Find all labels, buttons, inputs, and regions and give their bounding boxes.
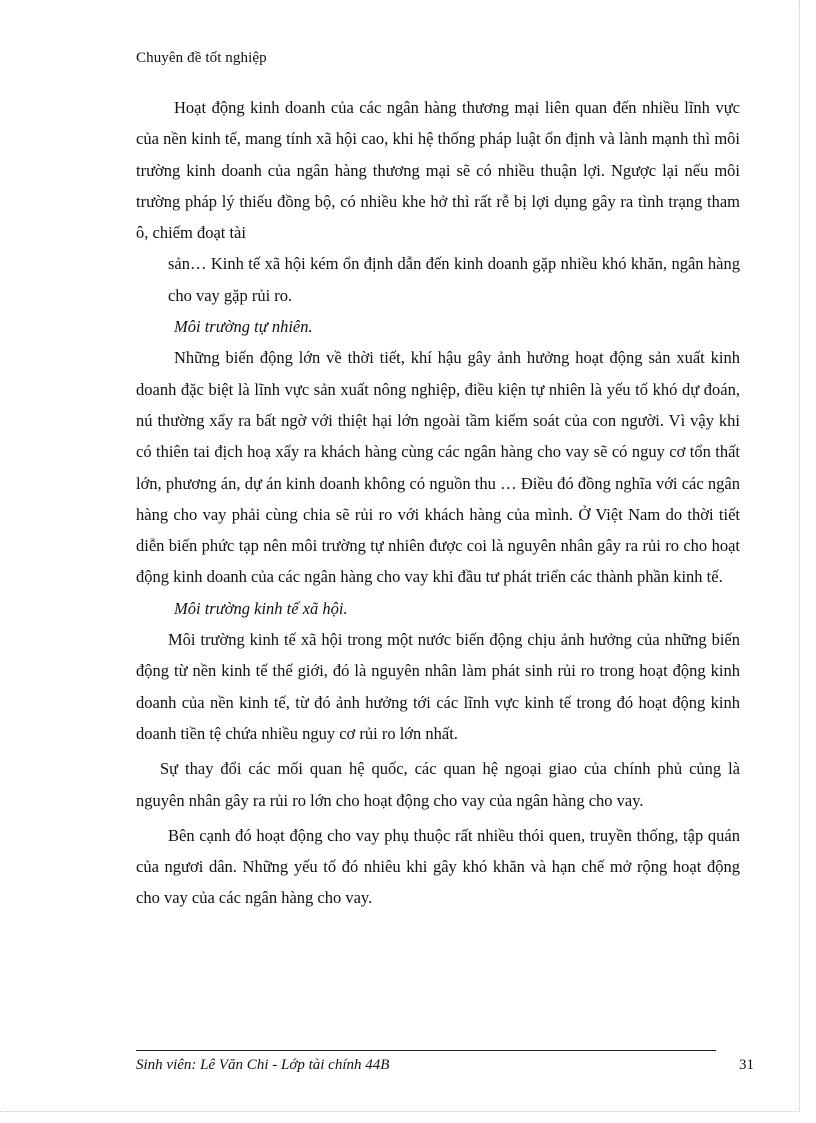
footer-divider [136,1050,716,1051]
footer-student-info: Sinh viên: Lê Văn Chi - Lớp tài chính 44B [136,1057,390,1073]
paragraph-legal-continuation: sản… Kinh tế xã hội kém ổn định dẫn đến kinh doanh gặp nhiều khó khăn, ngân hàng cho vay gặp rủi ro. [168,254,740,305]
document-body [136,92,740,914]
paragraph-customs-habits: Bên cạnh đó hoạt động cho vay phụ thuộc rất nhiều thói quen, truyền thống, tập quán của ngươi dân. Những yếu tố đó nhiêu khi gây khó khăn và hạn chế mở rộng hoạt động cho vay của các ngân hàng cho vay. [136,825,740,908]
paragraph-natural-environment: Những biến động lớn về thời tiết, khí hậu gây ảnh hưởng hoạt động sản xuất kinh doanh đặc biệt là lĩnh vực sản xuất nông nghiệp, điều kiện tự nhiên là yếu tố khó dự đoán, nú thường xẩy ra bất ngờ với thiệt hại lớn ngoài tầm kiểm soát của con người. Vì vậy khi có thiên tai địch hoạ xẩy ra khách hàng cùng các ngân hàng cho vay sẽ có nguy cơ tổn thất lớn, phương án, dự án kinh doanh không có nguồn thu … Điều đó đồng nghĩa với các ngân hàng cho vay phải cùng chia sẽ rủi ro với khách hàng của mình. Ở Việt Nam do thời tiết diễn biến phức tạp nên môi trường tự nhiên được coi là nguyên nhân gây ra rủi ro cho hoạt động kinh doanh của các ngân hàng cho vay khi đầu tư phát triển các thành phần kinh tế. [136,348,740,587]
paragraph-socioeconomic-environment: Môi trường kinh tế xã hội trong một nước biến động chịu ảnh hưởng của những biến động từ nền kinh tế thế giới, đó là nguyên nhân làm phát sinh rủi ro trong hoạt động kinh doanh của nền kinh tế, từ đó ảnh hưởng tới các lĩnh vực kinh tế trong đó hoạt động kinh doanh tiền tệ chứa nhiều nguy cơ rủi ro lớn nhất. [136,630,740,743]
running-header: Chuyên đề tốt nghiệp [136,50,267,66]
paragraph-legal-environment: Hoạt động kinh doanh của các ngân hàng thương mại liên quan đến nhiều lĩnh vực của nền kinh tế, mang tính xã hội cao, khi hệ thống pháp luật ổn định và lành mạnh thì môi trường kinh doanh của ngân hàng thương mại sẽ có nhiều thuận lợi. Ngược lại nếu môi trường pháp lý thiếu đồng bộ, có nhiều khe hở thì rất rễ bị lợi dụng gây ra tình trạng tham ô, chiếm đoạt tài [136,98,740,243]
subheading-natural-environment: Môi trường tự nhiên. [174,317,313,337]
page-number: 31 [739,1057,754,1073]
paragraph-foreign-relations: Sự thay đổi các mối quan hệ quốc, các quan hệ ngoại giao của chính phủ củng là nguyên nhân gây ra rủi ro lớn cho hoạt động cho vay của ngân hàng cho vay. [136,759,740,810]
subheading-socioeconomic-environment: Môi trường kinh tế xã hội. [174,598,348,618]
